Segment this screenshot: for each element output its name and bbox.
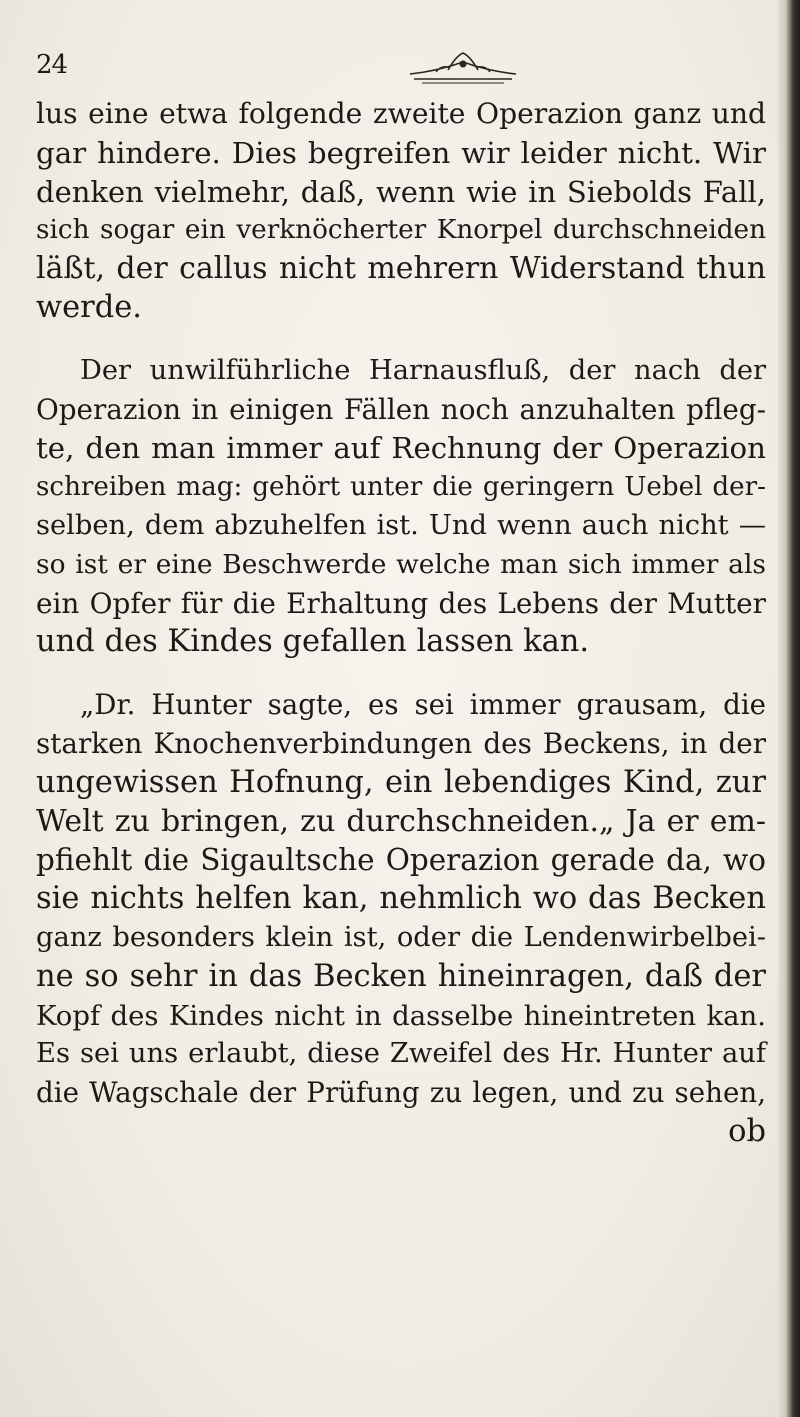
text-line: starken Knochenverbindungen des Beckens, in der: [36, 726, 766, 760]
text-line: und des Kindes gefallen lassen kan.: [36, 624, 590, 660]
text-line: läßt, der callus nicht mehrern Widerstand thun: [36, 251, 766, 287]
text-line: werde.: [36, 289, 143, 325]
text-line: so ist er eine Beschwerde welche man sich immer als: [36, 548, 766, 580]
text-line: denken vielmehr, daß, wenn wie in Siebolds Fall,: [36, 174, 766, 209]
text-line: Es sei uns erlaubt, diese Zweifel des Hr. Hunter auf: [36, 1038, 766, 1070]
page-number: 24: [36, 50, 68, 80]
catchword: ob: [728, 1113, 766, 1149]
paragraph-1: [36, 95, 766, 328]
text-line: Operazion in einigen Fällen noch anzuhalten pfleg-: [36, 392, 766, 426]
text-line: pfiehlt die Sigaultsche Operazion gerade da, wo: [36, 843, 766, 878]
paragraph-3: [36, 686, 766, 1152]
text-line: lus eine etwa folgende zweite Operazion ganz und: [36, 97, 766, 130]
text-line: selben, dem abzuhelfen ist. Und wenn auch nicht —: [36, 509, 766, 541]
paragraph-2: [36, 352, 766, 662]
text-line: Der unwilführliche Harnausfluß, der nach der: [80, 354, 766, 386]
text-line: ganz besonders klein ist, oder die Lendenwirbelbei-: [36, 921, 766, 953]
text-line: „Dr. Hunter sagte, es sei immer grausam, die: [80, 688, 766, 722]
text-line: te, den man immer auf Rechnung der Operazion: [36, 431, 766, 466]
page-binding-edge: [778, 0, 800, 1417]
header-ornament-icon: [408, 50, 518, 84]
text-line: schreiben mag: gehört unter die geringern Uebel der-: [36, 472, 766, 503]
text-line: ein Opfer für die Erhaltung des Lebens der Mutter: [36, 586, 766, 620]
text-line: sie nichts helfen kan, nehmlich wo das Becken: [36, 881, 766, 917]
text-line: Welt zu bringen, zu durchschneiden.„ Ja er em-: [36, 803, 766, 839]
text-line: gar hindere. Dies begreifen wir leider nicht. Wir: [36, 135, 766, 170]
text-line: sich sogar ein verknöcherter Knorpel durchschneiden: [36, 215, 766, 246]
text-line: ungewissen Hofnung, ein lebendiges Kind, zur: [36, 764, 766, 800]
text-line: ne so sehr in das Becken hineinragen, daß der: [36, 958, 766, 994]
text-line: Kopf des Kindes nicht in dasselbe hineintreten kan.: [36, 999, 766, 1032]
text-line: die Wagschale der Prüfung zu legen, und zu sehen,: [36, 1076, 766, 1110]
body-text: [36, 95, 766, 1152]
